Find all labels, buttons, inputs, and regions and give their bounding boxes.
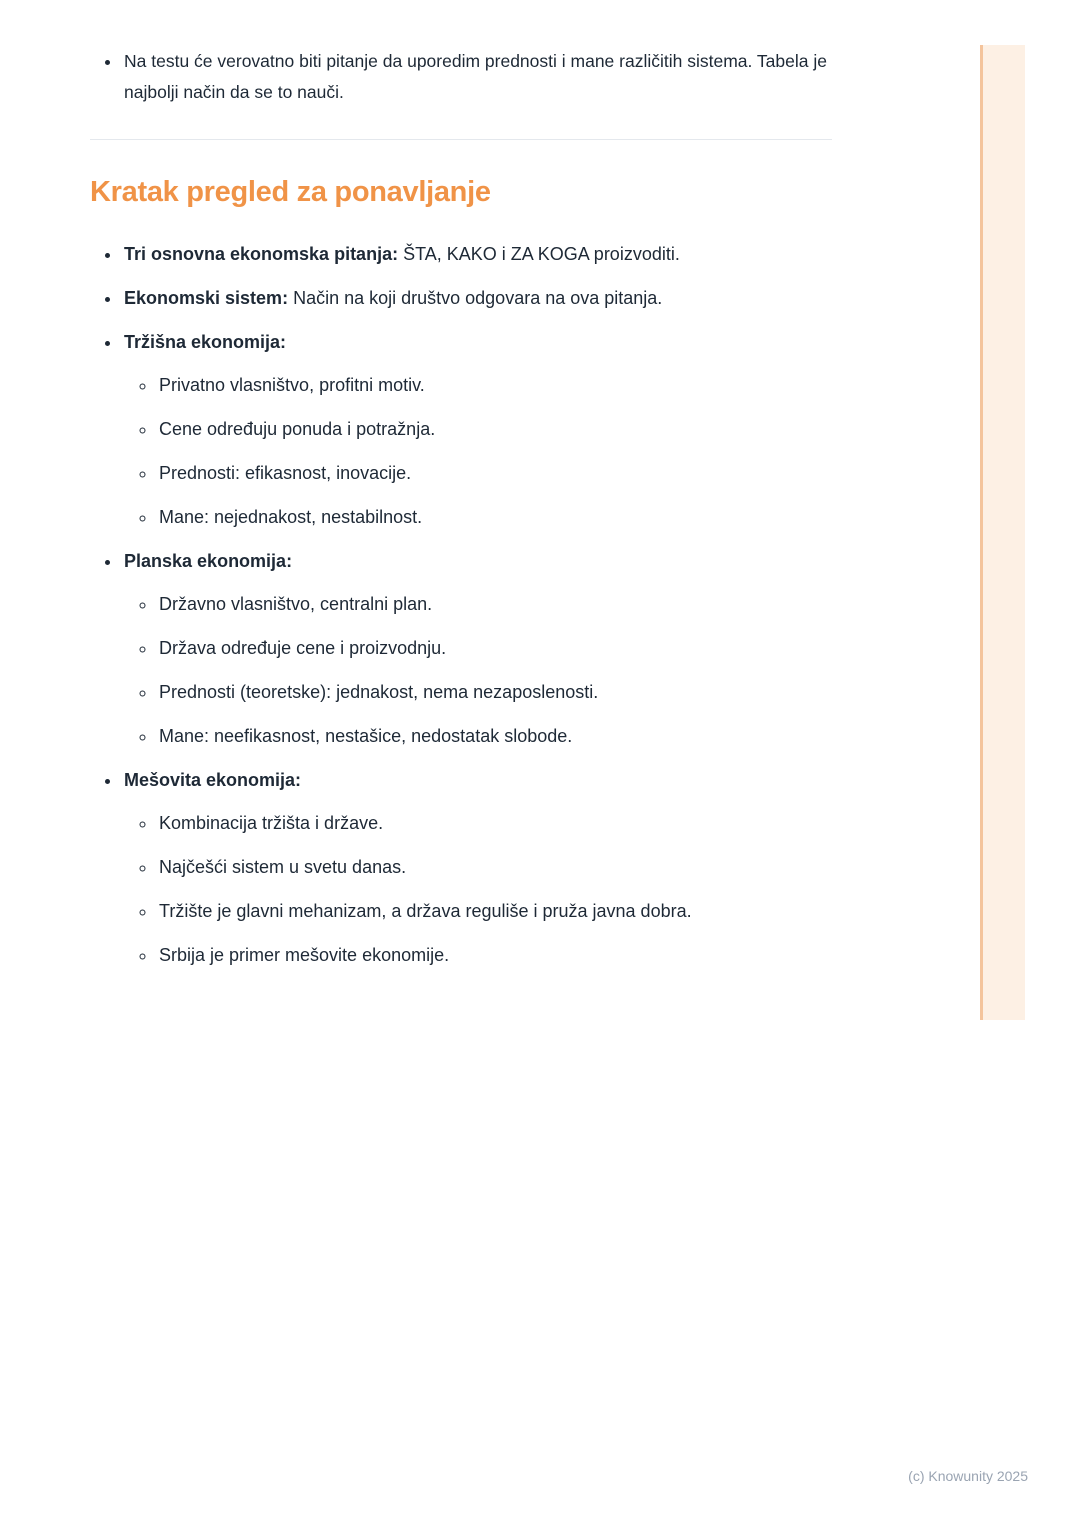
list-item-mixed-economy bbox=[122, 767, 832, 969]
sub-list-item: ◦ Srbija je primer mešovite ekonomije. bbox=[157, 942, 832, 969]
intro-list bbox=[90, 46, 832, 107]
planned-economy-sublist bbox=[124, 591, 832, 750]
sub-list-item: ◦ Mane: neefikasnost, nestašice, nedostatak slobode. bbox=[157, 723, 832, 750]
section-divider bbox=[90, 139, 832, 140]
list-item-planned-economy bbox=[122, 548, 832, 750]
list-item-rest: ŠTA, KAKO i ZA KOGA proizvoditi. bbox=[398, 244, 680, 265]
intro-note bbox=[122, 46, 832, 107]
market-economy-sublist bbox=[124, 372, 832, 531]
list-item-lead: Planska ekonomija: bbox=[124, 551, 293, 572]
sub-list-item: ◦ Privatno vlasništvo, profitni motiv. bbox=[157, 372, 832, 399]
sub-list-item: ◦ Prednosti: efikasnost, inovacije. bbox=[157, 460, 832, 487]
section-heading: Kratak pregled za ponavljanje bbox=[90, 176, 491, 209]
sub-list-item: ◦ Prednosti (teoretske): jednakost, nema nezaposlenosti. bbox=[157, 679, 832, 706]
mixed-economy-sublist bbox=[124, 810, 832, 969]
list-item-three-questions bbox=[122, 241, 832, 268]
sub-list-item: ◦ Državno vlasništvo, centralni plan. bbox=[157, 591, 832, 618]
list-item-market-economy bbox=[122, 329, 832, 531]
sub-list-item: ◦ Mane: nejednakost, nestabilnost. bbox=[157, 504, 832, 531]
summary-list bbox=[90, 241, 832, 969]
list-item-lead: Mešovita ekonomija: bbox=[124, 770, 302, 791]
sub-list-item: ◦ Kombinacija tržišta i države. bbox=[157, 810, 832, 837]
intro-note-text: Na testu će verovatno biti pitanje da uporedim prednosti i mane različitih sistema. Tabela je najbolji način da se to nauči. bbox=[124, 51, 827, 102]
list-item-lead: Tržišna ekonomija: bbox=[124, 332, 287, 353]
sub-list-item: ◦ Tržište je glavni mehanizam, a država reguliše i pruža javna dobra. bbox=[157, 898, 832, 925]
list-item-rest: Način na koji društvo odgovara na ova pitanja. bbox=[288, 288, 663, 309]
sub-list-item: ◦ Cene određuju ponuda i potražnja. bbox=[157, 416, 832, 443]
document-content bbox=[90, 46, 832, 986]
list-item-lead: Tri osnovna ekonomska pitanja: bbox=[124, 244, 399, 265]
list-item-economic-system bbox=[122, 285, 832, 312]
sub-list-item: ◦ Najčešći sistem u svetu danas. bbox=[157, 854, 832, 881]
sub-list-item: ◦ Država određuje cene i proizvodnju. bbox=[157, 635, 832, 662]
copyright-footer: (c) Knowunity 2025 bbox=[908, 1468, 1028, 1484]
list-item-lead: Ekonomski sistem: bbox=[124, 288, 289, 309]
decorative-side-stripe bbox=[980, 45, 1025, 1020]
